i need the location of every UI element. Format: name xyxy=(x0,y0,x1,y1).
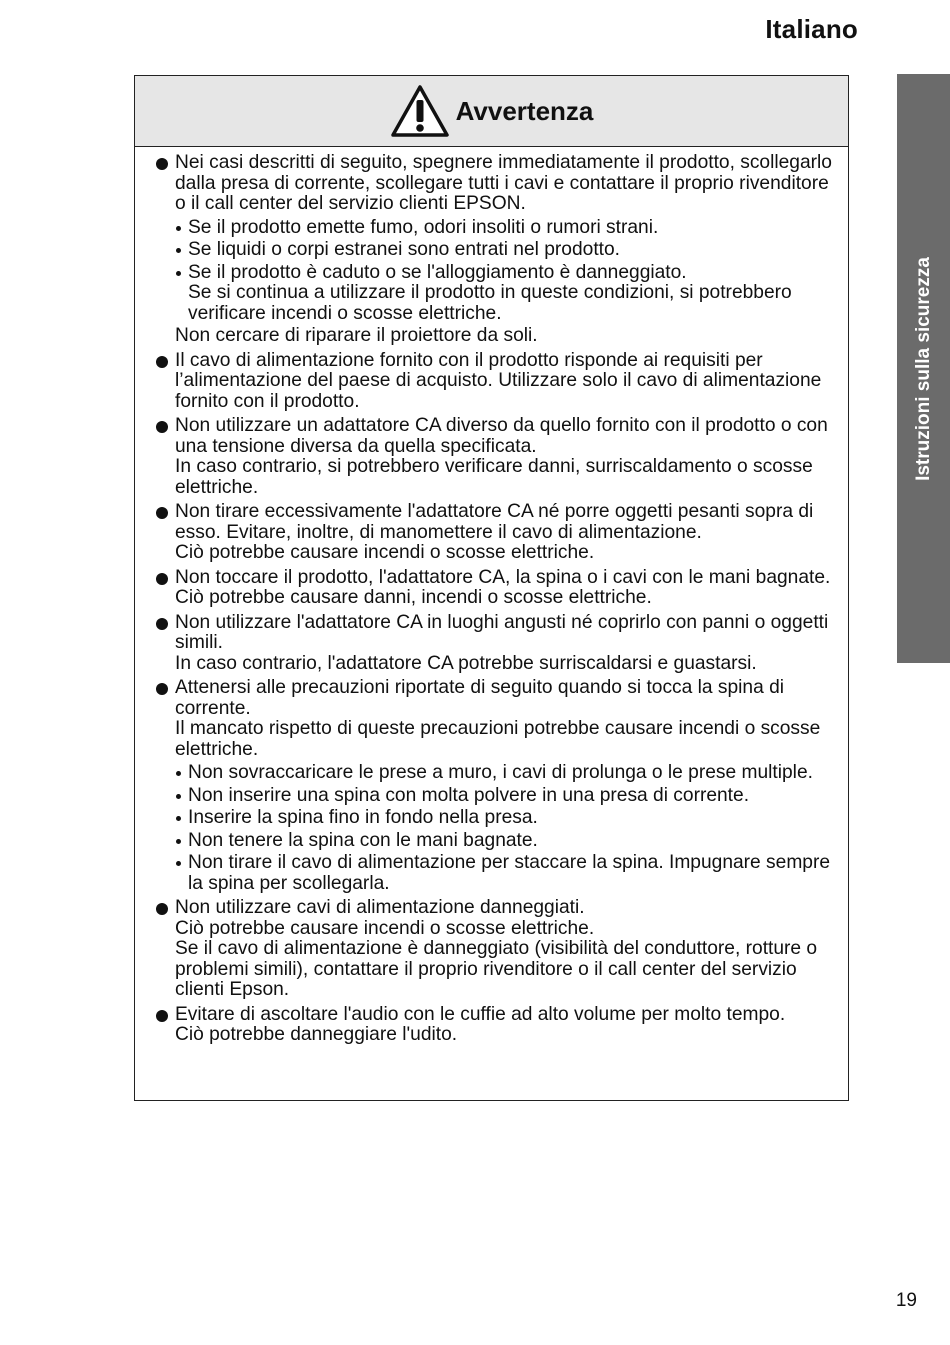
sub-list-item-text: Se liquidi o corpi estranei sono entrati nel prodotto. xyxy=(188,239,620,260)
warning-item xyxy=(155,678,834,894)
warning-item xyxy=(155,502,834,564)
bullet-icon xyxy=(156,683,168,695)
bullet-icon xyxy=(156,903,168,915)
small-bullet-icon xyxy=(176,248,181,253)
bullet-icon xyxy=(156,158,168,170)
warning-title: Avvertenza xyxy=(455,95,594,126)
warning-item-text: Non utilizzare cavi di alimentazione danneggiati. xyxy=(175,897,585,918)
warning-item-note: Non cercare di riparare il proiettore da soli. xyxy=(175,325,538,346)
warning-item-text: Se il cavo di alimentazione è danneggiato (visibilità del conduttore, rotture o problemi simili), contattare il proprio rivenditore o il call center del servizio clienti Epson. xyxy=(175,938,818,1000)
small-bullet-icon xyxy=(176,839,181,844)
warning-item-text: In caso contrario, l'adattatore CA potrebbe surriscaldarsi e guastarsi. xyxy=(175,652,757,674)
sub-list-item-text: Non sovraccaricare le prese a muro, i cavi di prolunga o le prese multiple. xyxy=(188,762,813,783)
sub-list-item xyxy=(175,263,834,325)
sub-list xyxy=(175,763,834,894)
warning-item-text: Ciò potrebbe causare incendi o scosse elettriche. xyxy=(175,917,595,939)
sub-list-item-text: Se il prodotto emette fumo, odori insoliti o rumori strani. xyxy=(188,216,659,238)
sub-list xyxy=(175,218,834,325)
small-bullet-icon xyxy=(176,226,181,231)
warning-item xyxy=(155,568,834,609)
warning-header xyxy=(135,76,848,147)
sub-list-item xyxy=(175,786,834,807)
warning-item-text: Il cavo di alimentazione fornito con il prodotto risponde ai requisiti per l’alimentazione del paese di acquisto. Utilizzare solo il cavo di alimentazione fornito con il prodotto. xyxy=(175,349,822,412)
warning-item xyxy=(155,613,834,675)
sub-list-item xyxy=(175,240,834,261)
warning-item-text: Ciò potrebbe danneggiare l'udito. xyxy=(175,1024,458,1045)
warning-item-text: Ciò potrebbe causare danni, incendi o scosse elettriche. xyxy=(175,587,652,608)
bullet-icon xyxy=(156,573,168,585)
small-bullet-icon xyxy=(176,794,181,799)
sub-list-item xyxy=(175,831,834,852)
warning-item-text: In caso contrario, si potrebbero verificare danni, surriscaldamento o scosse elettriche. xyxy=(175,456,813,498)
warning-item-text: Non tirare eccessivamente l'adattatore CA né porre oggetti pesanti sopra di esso. Evitare, inoltre, di manomettere il cavo di alimentazione. xyxy=(175,501,814,543)
warning-item-text: Non utilizzare un adattatore CA diverso da quello fornito con il prodotto o con una tensione diversa da quella specificata. xyxy=(175,415,828,457)
page-number: 19 xyxy=(895,1290,917,1311)
warning-item xyxy=(155,153,834,347)
section-side-tab-label: Istruzioni sulla sicurezza xyxy=(912,256,934,481)
warning-item-text: Attenersi alle precauzioni riportate di seguito quando si tocca la spina di corrente. xyxy=(175,677,785,719)
sub-list-item-text: Inserire la spina fino in fondo nella presa. xyxy=(188,807,538,828)
small-bullet-icon xyxy=(176,771,181,776)
warning-item-text: Evitare di ascoltare l'audio con le cuffie ad alto volume per molto tempo. xyxy=(175,1003,786,1025)
sub-list-item-text: Non tenere la spina con le mani bagnate. xyxy=(188,829,538,851)
warning-item xyxy=(155,898,834,1001)
sub-list-item xyxy=(175,808,834,829)
small-bullet-icon xyxy=(176,816,181,821)
language-heading: Italiano xyxy=(765,14,858,44)
warning-item-text: Il mancato rispetto di queste precauzioni potrebbe causare incendi o scosse elettriche. xyxy=(175,718,821,760)
warning-item xyxy=(155,351,834,413)
bullet-icon xyxy=(156,421,168,433)
warning-item-text: Ciò potrebbe causare incendi o scosse elettriche. xyxy=(175,542,595,563)
bullet-icon xyxy=(156,507,168,519)
sub-list-item-text: Non tirare il cavo di alimentazione per staccare la spina. Impugnare sempre la spina per scollegarla. xyxy=(188,852,831,894)
bullet-icon xyxy=(156,1010,168,1022)
warning-item-text: Nei casi descritti di seguito, spegnere immediatamente il prodotto, scollegarlo dalla presa di corrente, scollegare tutti i cavi e contattare il proprio rivenditore o il call center del servizio clienti EPSON. xyxy=(175,152,832,214)
small-bullet-icon xyxy=(176,271,181,276)
warning-item-text: Non utilizzare l'adattatore CA in luoghi angusti né coprirlo con panni o oggetti simili. xyxy=(175,611,829,653)
section-side-tab xyxy=(897,74,950,663)
sub-list-item xyxy=(175,853,834,894)
small-bullet-icon xyxy=(176,861,181,866)
warning-item xyxy=(155,416,834,498)
warning-box xyxy=(134,75,849,1101)
warning-item xyxy=(155,1005,834,1046)
sub-list-item xyxy=(175,218,834,239)
bullet-icon xyxy=(156,618,168,630)
sub-list-item-text: Non inserire una spina con molta polvere in una presa di corrente. xyxy=(188,784,750,806)
sub-list-item xyxy=(175,763,834,784)
warning-item-text: Non toccare il prodotto, l'adattatore CA, la spina o i cavi con le mani bagnate. xyxy=(175,566,831,588)
sub-list-item-text: Se il prodotto è caduto o se l'alloggiamento è danneggiato. Se si continua a utilizzare il prodotto in queste condizioni, si potrebbero verificare incendi o scosse elettriche. xyxy=(188,261,792,324)
warning-triangle-icon xyxy=(390,84,450,138)
warning-list xyxy=(135,147,848,1046)
bullet-icon xyxy=(156,356,168,368)
